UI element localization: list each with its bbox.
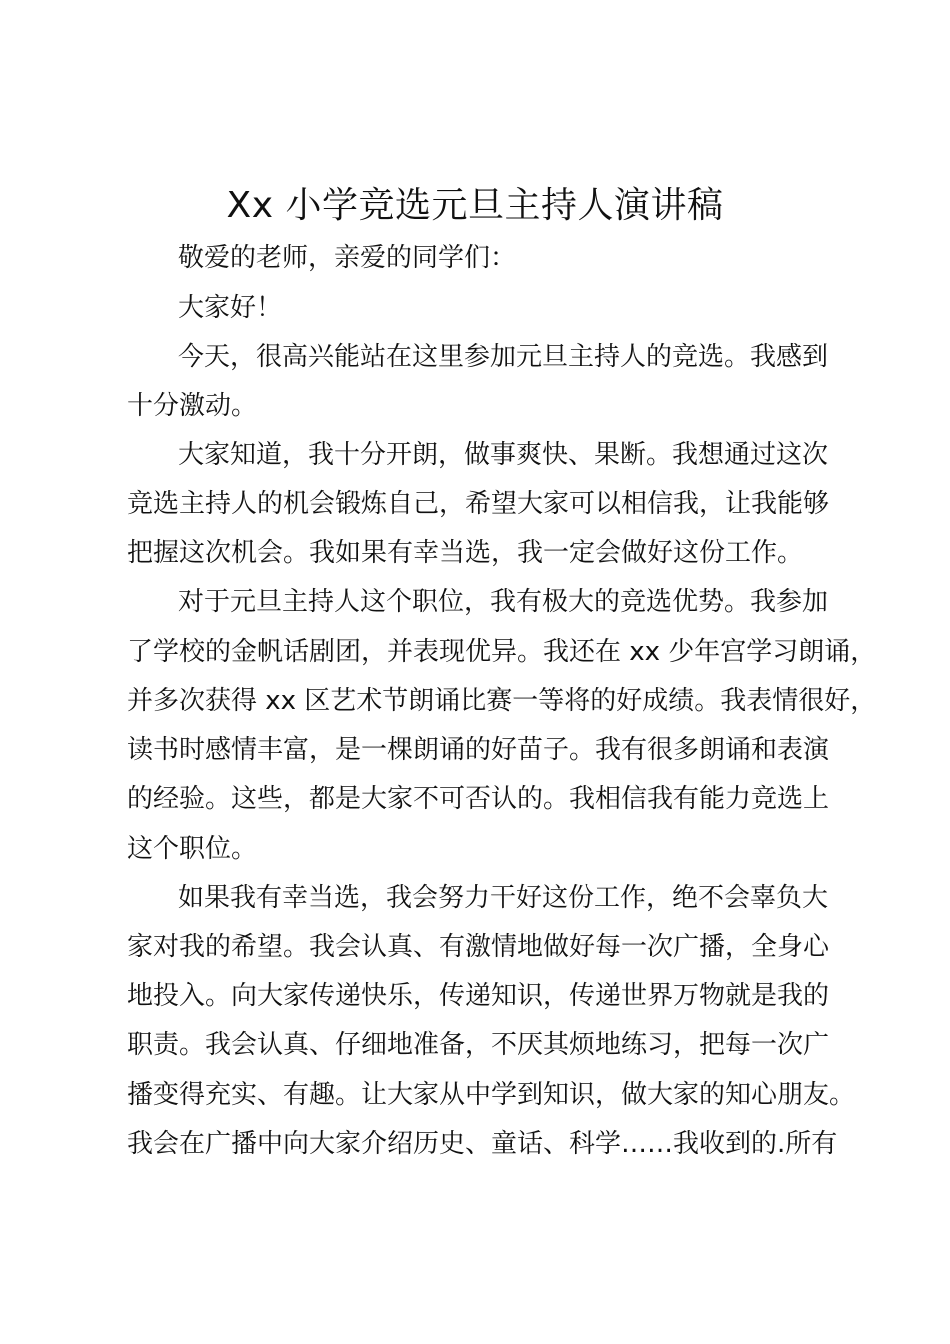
paragraph-line: 十分激动。 (127, 391, 258, 421)
paragraph-line: 并多次获得 xx 区艺术节朗诵比赛一等将的好成绩。我表情很好， (127, 686, 877, 716)
paragraph-line: 如果我有幸当选，我会努力干好这份工作，绝不会辜负大 (178, 883, 829, 913)
paragraph-line: 大家知道，我十分开朗，做事爽快、果断。我想通过这次 (178, 440, 829, 470)
paragraph-line: 了学校的金帆话剧团，并表现优异。我还在 xx 少年宫学习朗诵， (127, 637, 877, 667)
salutation-line: 敬爱的老师，亲爱的同学们： (178, 243, 517, 273)
paragraph-line: 竞选主持人的机会锻炼自己，希望大家可以相信我，让我能够 (127, 489, 830, 519)
paragraph-line: 地投入。向大家传递快乐，传递知识，传递世界万物就是我的 (127, 981, 830, 1011)
paragraph-line: 我会在广播中向大家介绍历史、童话、科学……我收到的.所有 (127, 1129, 838, 1159)
paragraph-line: 的经验。这些，都是大家不可否认的。我相信我有能力竞选上 (127, 784, 830, 814)
paragraph-line: 播变得充实、有趣。让大家从中学到知识，做大家的知心朋友。 (127, 1080, 856, 1110)
paragraph-line: 今天，很高兴能站在这里参加元旦主持人的竞选。我感到 (178, 342, 829, 372)
paragraph-line: 读书时感情丰富，是一棵朗诵的好苗子。我有很多朗诵和表演 (127, 735, 830, 765)
greeting-line: 大家好！ (178, 293, 283, 323)
paragraph-line: 家对我的希望。我会认真、有激情地做好每一次广播，全身心 (127, 932, 830, 962)
paragraph-line: 职责。我会认真、仔细地准备，不厌其烦地练习，把每一次广 (127, 1030, 830, 1060)
paragraph-line: 把握这次机会。我如果有幸当选，我一定会做好这份工作。 (127, 538, 804, 568)
paragraph-line: 这个职位。 (127, 834, 258, 864)
paragraph-line: 对于元旦主持人这个职位，我有极大的竞选优势。我参加 (178, 587, 829, 617)
document-title: Xx 小学竞选元旦主持人演讲稿 (226, 185, 724, 226)
